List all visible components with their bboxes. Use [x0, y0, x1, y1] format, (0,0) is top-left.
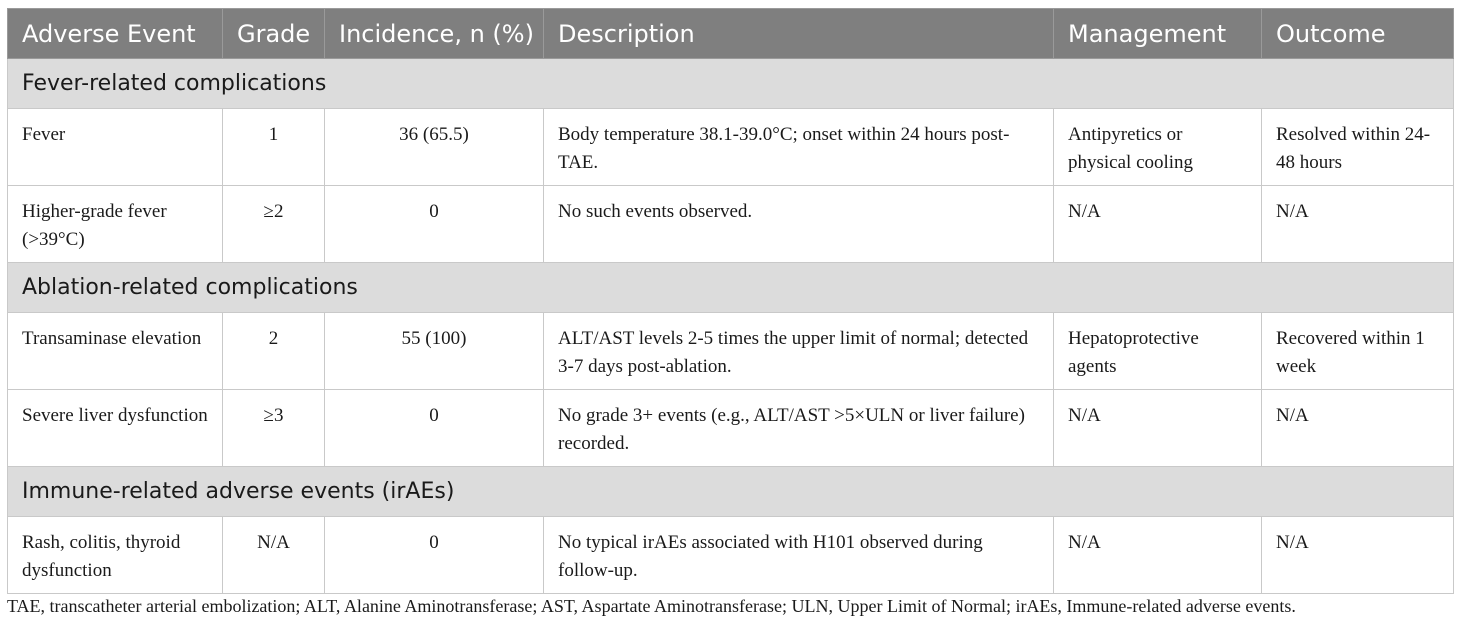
section-title: Immune-related adverse events (irAEs)	[8, 467, 1454, 517]
table-row	[8, 313, 1454, 390]
cell-incidence: 36 (65.5)	[325, 109, 544, 186]
cell-grade: ≥2	[223, 186, 325, 263]
header-row	[8, 9, 1454, 59]
cell-adverse-event: Severe liver dysfunction	[8, 390, 223, 467]
cell-management: Hepatoprotective agents	[1054, 313, 1262, 390]
header-adverse-event: Adverse Event	[8, 9, 223, 59]
table-row	[8, 390, 1454, 467]
table-row	[8, 186, 1454, 263]
cell-description: Body temperature 38.1-39.0°C; onset within 24 hours post-TAE.	[544, 109, 1054, 186]
cell-outcome: N/A	[1262, 390, 1454, 467]
cell-outcome: Recovered within 1 week	[1262, 313, 1454, 390]
cell-adverse-event: Higher-grade fever (>39°C)	[8, 186, 223, 263]
cell-outcome: N/A	[1262, 517, 1454, 594]
cell-adverse-event: Rash, colitis, thyroid dysfunction	[8, 517, 223, 594]
cell-incidence: 0	[325, 390, 544, 467]
cell-description: No typical irAEs associated with H101 observed during follow-up.	[544, 517, 1054, 594]
cell-outcome: Resolved within 24-48 hours	[1262, 109, 1454, 186]
header-incidence: Incidence, n (%)	[325, 9, 544, 59]
section-header-ablation	[8, 263, 1454, 313]
cell-adverse-event: Fever	[8, 109, 223, 186]
cell-management: Antipyretics or physical cooling	[1054, 109, 1262, 186]
cell-description: ALT/AST levels 2-5 times the upper limit of normal; detected 3-7 days post-ablation.	[544, 313, 1054, 390]
cell-management: N/A	[1054, 517, 1262, 594]
table-row	[8, 109, 1454, 186]
header-description: Description	[544, 9, 1054, 59]
cell-incidence: 0	[325, 517, 544, 594]
adverse-events-table	[7, 8, 1454, 594]
cell-grade: 2	[223, 313, 325, 390]
cell-description: No grade 3+ events (e.g., ALT/AST >5×ULN or liver failure) recorded.	[544, 390, 1054, 467]
section-header-fever	[8, 59, 1454, 109]
header-grade: Grade	[223, 9, 325, 59]
cell-grade: N/A	[223, 517, 325, 594]
table-footnote: TAE, transcatheter arterial embolization; ALT, Alanine Aminotransferase; AST, Aspartate Aminotransferase; ULN, Upper Limit of Normal; irAEs, Immune-related adverse events.	[7, 596, 1296, 616]
cell-incidence: 0	[325, 186, 544, 263]
cell-management: N/A	[1054, 390, 1262, 467]
cell-outcome: N/A	[1262, 186, 1454, 263]
cell-adverse-event: Transaminase elevation	[8, 313, 223, 390]
header-outcome: Outcome	[1262, 9, 1454, 59]
cell-incidence: 55 (100)	[325, 313, 544, 390]
cell-description: No such events observed.	[544, 186, 1054, 263]
section-header-immune	[8, 467, 1454, 517]
cell-management: N/A	[1054, 186, 1262, 263]
cell-grade: ≥3	[223, 390, 325, 467]
cell-grade: 1	[223, 109, 325, 186]
header-management: Management	[1054, 9, 1262, 59]
section-title: Fever-related complications	[8, 59, 1454, 109]
table-row	[8, 517, 1454, 594]
section-title: Ablation-related complications	[8, 263, 1454, 313]
